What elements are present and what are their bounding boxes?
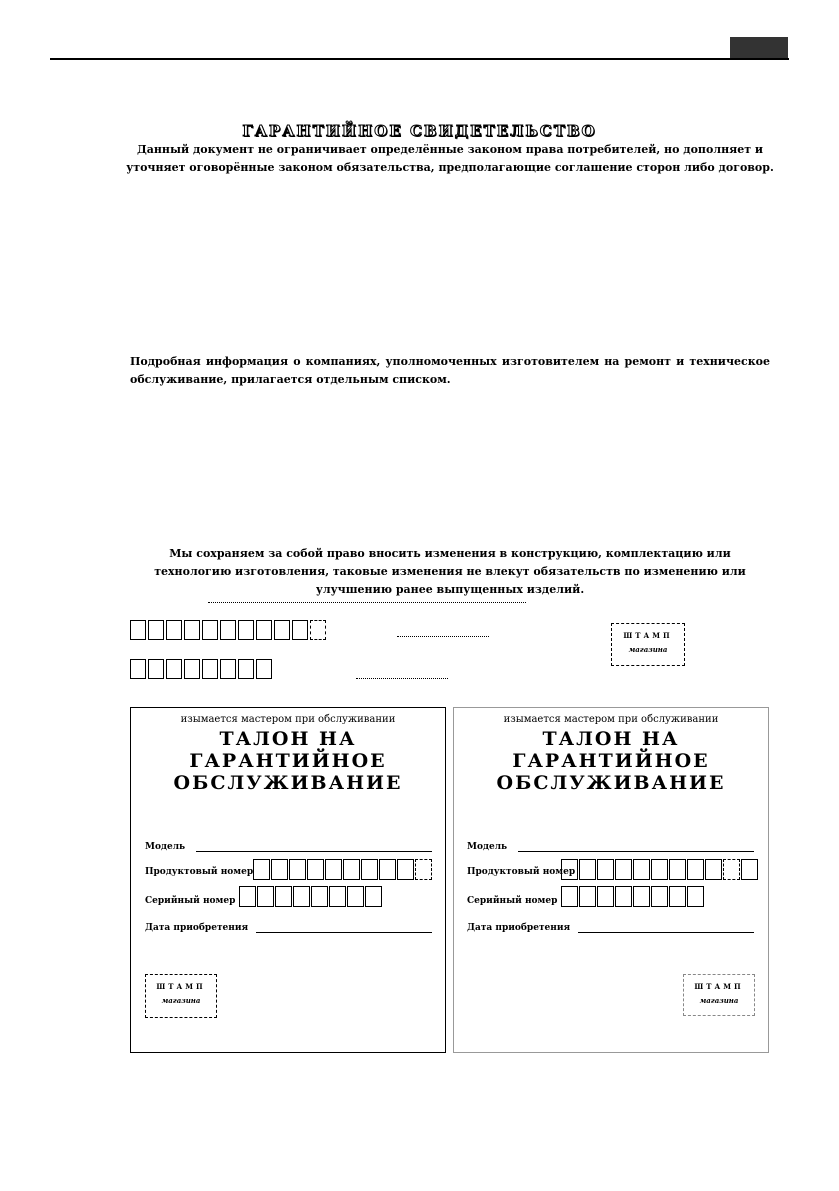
date-fill-line[interactable]	[397, 636, 489, 637]
service-info-paragraph: Подробная информация о компаниях, уполномоченных изготовителем на ремонт и техническое обслуживание, прилагается отдельным списком.	[130, 355, 770, 386]
digit-box[interactable]	[307, 859, 324, 880]
digit-box[interactable]	[597, 859, 614, 880]
digit-box[interactable]	[257, 886, 274, 907]
model-label: Модель	[467, 842, 508, 852]
header-tab	[730, 37, 788, 58]
digit-box[interactable]	[397, 859, 414, 880]
coupon-note: изымается мастером при обслуживании	[180, 714, 396, 725]
coupon-serial-boxes[interactable]	[561, 886, 705, 907]
header-rule	[50, 58, 789, 60]
page-title: ГАРАНТИЙНОЕ СВИДЕТЕЛЬСТВО	[242, 122, 597, 140]
intro-paragraph: Данный документ не ограничивает определённые законом права потребителей, но дополняет и уточняет оговорённые законом обязательства, предполагающие соглашение сторон либо договор.	[126, 143, 774, 174]
coupon-title: ТАЛОН НА ГАРАНТИЙНОЕ ОБСЛУЖИВАНИЕ	[496, 728, 726, 794]
digit-box[interactable]	[253, 859, 270, 880]
purchase-date-line[interactable]	[256, 932, 432, 933]
digit-box[interactable]	[723, 859, 740, 880]
digit-box[interactable]	[274, 620, 290, 640]
digit-box[interactable]	[365, 886, 382, 907]
digit-box[interactable]	[202, 620, 218, 640]
coupon-product-boxes[interactable]	[561, 859, 759, 880]
coupon-serial-boxes[interactable]	[239, 886, 383, 907]
digit-box[interactable]	[289, 859, 306, 880]
shop-stamp: ШТАМП магазина	[145, 974, 217, 1018]
digit-box[interactable]	[561, 859, 578, 880]
digit-box[interactable]	[130, 659, 146, 679]
digit-box[interactable]	[741, 859, 758, 880]
digit-box[interactable]	[238, 659, 254, 679]
digit-box[interactable]	[651, 886, 668, 907]
model-line[interactable]	[518, 851, 754, 852]
warranty-coupon-2	[453, 707, 769, 1053]
digit-box[interactable]	[293, 886, 310, 907]
coupon-note: изымается мастером при обслуживании	[503, 714, 719, 725]
digit-box[interactable]	[615, 859, 632, 880]
model-label: Модель	[145, 842, 186, 852]
digit-box[interactable]	[325, 859, 342, 880]
digit-box[interactable]	[239, 886, 256, 907]
digit-box[interactable]	[184, 659, 200, 679]
model-fill-line[interactable]	[208, 602, 526, 603]
shop-stamp: ШТАМП магазина	[683, 974, 755, 1016]
digit-box[interactable]	[343, 859, 360, 880]
digit-box[interactable]	[615, 886, 632, 907]
purchase-date-label: Дата приобретения	[145, 923, 249, 933]
shop-stamp: ШТАМП магазина	[611, 623, 685, 666]
product-number-label: Продуктовый номер	[467, 867, 576, 877]
digit-box[interactable]	[148, 620, 164, 640]
digit-box[interactable]	[687, 886, 704, 907]
changes-notice-paragraph: Мы сохраняем за собой право вносить изменения в конструкцию, комплектацию или технологию изготовления, таковые изменения не влекут обязательств по изменению или улучшению ранее выпущенных изделий.	[154, 547, 746, 596]
purchase-date-label: Дата приобретения	[467, 923, 571, 933]
digit-box[interactable]	[166, 620, 182, 640]
model-line[interactable]	[196, 851, 432, 852]
digit-box[interactable]	[597, 886, 614, 907]
digit-box[interactable]	[579, 886, 596, 907]
signature-fill-line[interactable]	[356, 678, 448, 679]
serial-number-label: Серийный номер	[467, 896, 558, 906]
digit-box[interactable]	[256, 659, 272, 679]
digit-box[interactable]	[271, 859, 288, 880]
digit-box[interactable]	[561, 886, 578, 907]
warranty-coupon-1	[130, 707, 446, 1053]
coupon-product-boxes[interactable]	[253, 859, 433, 880]
digit-box[interactable]	[669, 886, 686, 907]
digit-box[interactable]	[633, 886, 650, 907]
digit-box[interactable]	[292, 620, 308, 640]
digit-box[interactable]	[311, 886, 328, 907]
coupon-title: ТАЛОН НА ГАРАНТИЙНОЕ ОБСЛУЖИВАНИЕ	[173, 728, 403, 794]
digit-box[interactable]	[579, 859, 596, 880]
digit-box[interactable]	[347, 886, 364, 907]
digit-box[interactable]	[651, 859, 668, 880]
purchase-date-line[interactable]	[578, 932, 754, 933]
digit-box[interactable]	[329, 886, 346, 907]
digit-box[interactable]	[202, 659, 218, 679]
digit-box[interactable]	[379, 859, 396, 880]
digit-box[interactable]	[148, 659, 164, 679]
product-number-label: Продуктовый номер	[145, 867, 254, 877]
digit-box[interactable]	[310, 620, 326, 640]
digit-box[interactable]	[361, 859, 378, 880]
digit-box[interactable]	[256, 620, 272, 640]
digit-box[interactable]	[669, 859, 686, 880]
digit-box[interactable]	[166, 659, 182, 679]
digit-box[interactable]	[415, 859, 432, 880]
digit-box[interactable]	[687, 859, 704, 880]
digit-box[interactable]	[705, 859, 722, 880]
digit-box[interactable]	[130, 620, 146, 640]
digit-box[interactable]	[184, 620, 200, 640]
digit-box[interactable]	[238, 620, 254, 640]
product-number-boxes[interactable]	[130, 620, 328, 640]
serial-number-label: Серийный номер	[145, 896, 236, 906]
serial-number-boxes[interactable]	[130, 659, 274, 679]
digit-box[interactable]	[633, 859, 650, 880]
digit-box[interactable]	[220, 659, 236, 679]
digit-box[interactable]	[275, 886, 292, 907]
digit-box[interactable]	[220, 620, 236, 640]
